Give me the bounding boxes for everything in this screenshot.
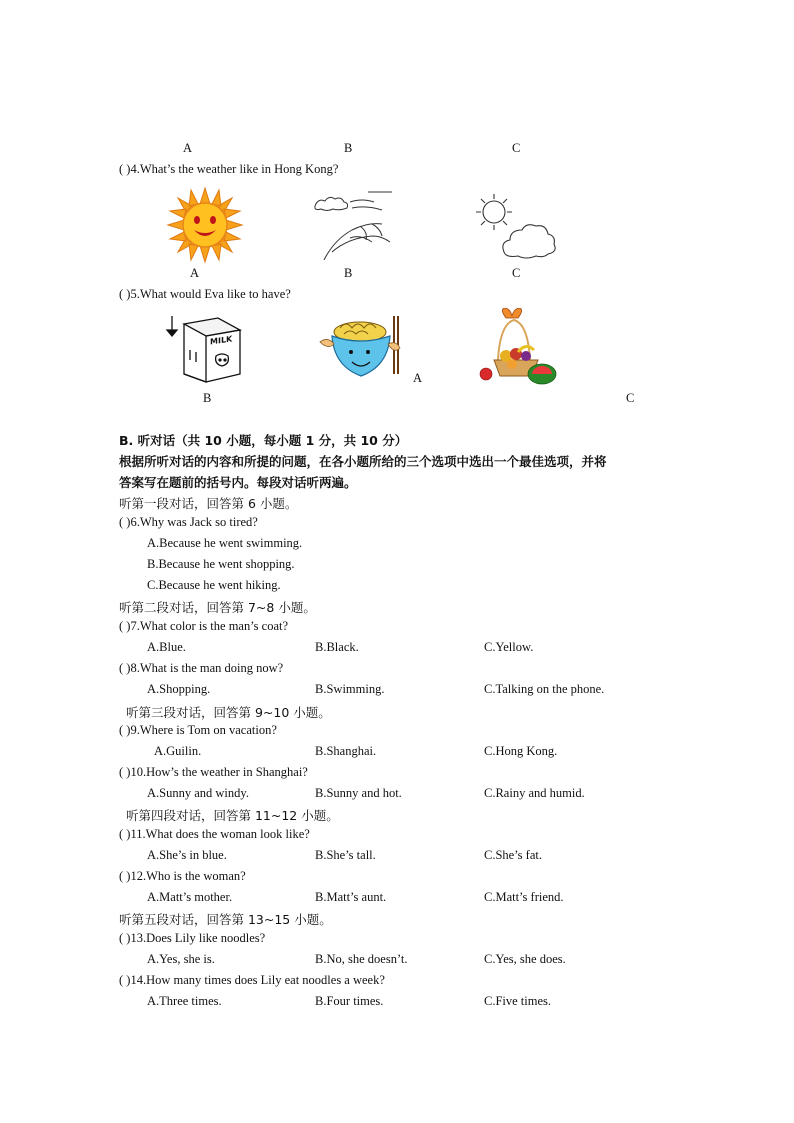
wind-icon [310, 190, 398, 262]
top-label-c: C [512, 141, 521, 155]
question-11 [119, 827, 310, 842]
q9-option-c[interactable]: C.Hong Kong. [484, 744, 558, 758]
q12-option-c[interactable]: C.Matt’s friend. [484, 890, 564, 904]
answer-bracket[interactable]: ( ) [119, 287, 131, 301]
answer-bracket[interactable]: ( ) [119, 661, 131, 675]
q13-option-a[interactable]: A.Yes, she is. [147, 952, 215, 966]
q14-option-c[interactable]: C.Five times. [484, 994, 552, 1008]
q12-option-a[interactable]: A.Matt’s mother. [147, 890, 233, 904]
question-text: 7.What color is the man’s coat? [130, 619, 289, 633]
milk-carton-icon [164, 310, 246, 384]
question-7 [119, 619, 288, 634]
question-text: 6.Why was Jack so tired? [130, 515, 258, 529]
question-13 [119, 931, 265, 946]
sun-icon [166, 186, 244, 264]
sun-and-cloud-icon [474, 190, 556, 262]
q5-label-c: C [626, 391, 635, 405]
q6-option-b[interactable]: B.Because he went shopping. [147, 557, 295, 571]
q11-option-a[interactable]: A.She’s in blue. [147, 848, 227, 862]
answer-bracket[interactable]: ( ) [119, 723, 131, 737]
q9-option-a[interactable]: A.Guilin. [154, 744, 202, 758]
q5-label-a: A [413, 371, 423, 385]
section-b-heading: B. 听对话（共 10 小题，每小题 1 分，共 10 分） [119, 433, 408, 448]
q12-option-b[interactable]: B.Matt’s aunt. [315, 890, 387, 904]
passage-5-header: 听第五段对话，回答第 13~15 小题。 [119, 912, 332, 927]
q6-option-a[interactable]: A.Because he went swimming. [147, 536, 303, 550]
q8-option-b[interactable]: B.Swimming. [315, 682, 385, 696]
q4-label-c: C [512, 266, 521, 280]
answer-bracket[interactable]: ( ) [119, 515, 131, 529]
question-text: 4.What’s the weather like in Hong Kong? [130, 162, 339, 176]
top-label-b: B [344, 141, 353, 155]
question-text: 14.How many times does Lily eat noodles a week? [130, 973, 385, 987]
answer-bracket[interactable]: ( ) [119, 973, 131, 987]
answer-bracket[interactable]: ( ) [119, 869, 131, 883]
q8-option-a[interactable]: A.Shopping. [147, 682, 211, 696]
q6-option-c[interactable]: C.Because he went hiking. [147, 578, 281, 592]
question-text: 13.Does Lily like noodles? [130, 931, 266, 945]
q8-option-c[interactable]: C.Talking on the phone. [484, 682, 605, 696]
question-12 [119, 869, 246, 884]
q14-option-a[interactable]: A.Three times. [147, 994, 222, 1008]
q7-option-b[interactable]: B.Black. [315, 640, 359, 654]
q14-option-b[interactable]: B.Four times. [315, 994, 384, 1008]
milk-label: MILK [210, 334, 233, 347]
answer-bracket[interactable]: ( ) [119, 765, 131, 779]
top-label-a: A [183, 141, 193, 155]
section-b-instruction-line2: 答案写在题前的括号内。每段对话听两遍。 [119, 475, 357, 490]
answer-bracket[interactable]: ( ) [119, 827, 131, 841]
q10-option-c[interactable]: C.Rainy and humid. [484, 786, 585, 800]
q10-option-b[interactable]: B.Sunny and hot. [315, 786, 402, 800]
question-text: 8.What is the man doing now? [130, 661, 284, 675]
section-b-instruction-line1: 根据所听对话的内容和所提的问题，在各小题所给的三个选项中选出一个最佳选项，并将 [119, 454, 607, 469]
q11-option-b[interactable]: B.She’s tall. [315, 848, 376, 862]
passage-2-header: 听第二段对话，回答第 7~8 小题。 [119, 600, 316, 615]
q11-option-c[interactable]: C.She’s fat. [484, 848, 542, 862]
question-4 [119, 162, 338, 177]
q5-label-b: B [203, 391, 212, 405]
question-6 [119, 515, 258, 530]
q7-option-c[interactable]: C.Yellow. [484, 640, 534, 654]
passage-3-header: 听第三段对话，回答第 9~10 小题。 [126, 705, 331, 720]
answer-bracket[interactable]: ( ) [119, 931, 131, 945]
question-text: 5.What would Eva like to have? [130, 287, 291, 301]
question-text: 9.Where is Tom on vacation? [130, 723, 277, 737]
q13-option-c[interactable]: C.Yes, she does. [484, 952, 566, 966]
q13-option-b[interactable]: B.No, she doesn’t. [315, 952, 408, 966]
question-5 [119, 287, 291, 302]
passage-4-header: 听第四段对话，回答第 11~12 小题。 [126, 808, 339, 823]
question-9 [119, 723, 277, 738]
q7-option-a[interactable]: A.Blue. [147, 640, 186, 654]
question-8 [119, 661, 283, 676]
question-14 [119, 973, 385, 988]
question-text: 10.How’s the weather in Shanghai? [130, 765, 308, 779]
q4-label-a: A [190, 266, 200, 280]
question-text: 12.Who is the woman? [130, 869, 246, 883]
q4-label-b: B [344, 266, 353, 280]
q9-option-b[interactable]: B.Shanghai. [315, 744, 377, 758]
answer-bracket[interactable]: ( ) [119, 619, 131, 633]
passage-1-header: 听第一段对话，回答第 6 小题。 [119, 496, 298, 511]
question-10 [119, 765, 308, 780]
fruit-basket-icon [476, 308, 560, 388]
noodle-bowl-icon [318, 314, 404, 386]
answer-bracket[interactable]: ( ) [119, 162, 131, 176]
question-text: 11.What does the woman look like? [130, 827, 310, 841]
q10-option-a[interactable]: A.Sunny and windy. [147, 786, 249, 800]
